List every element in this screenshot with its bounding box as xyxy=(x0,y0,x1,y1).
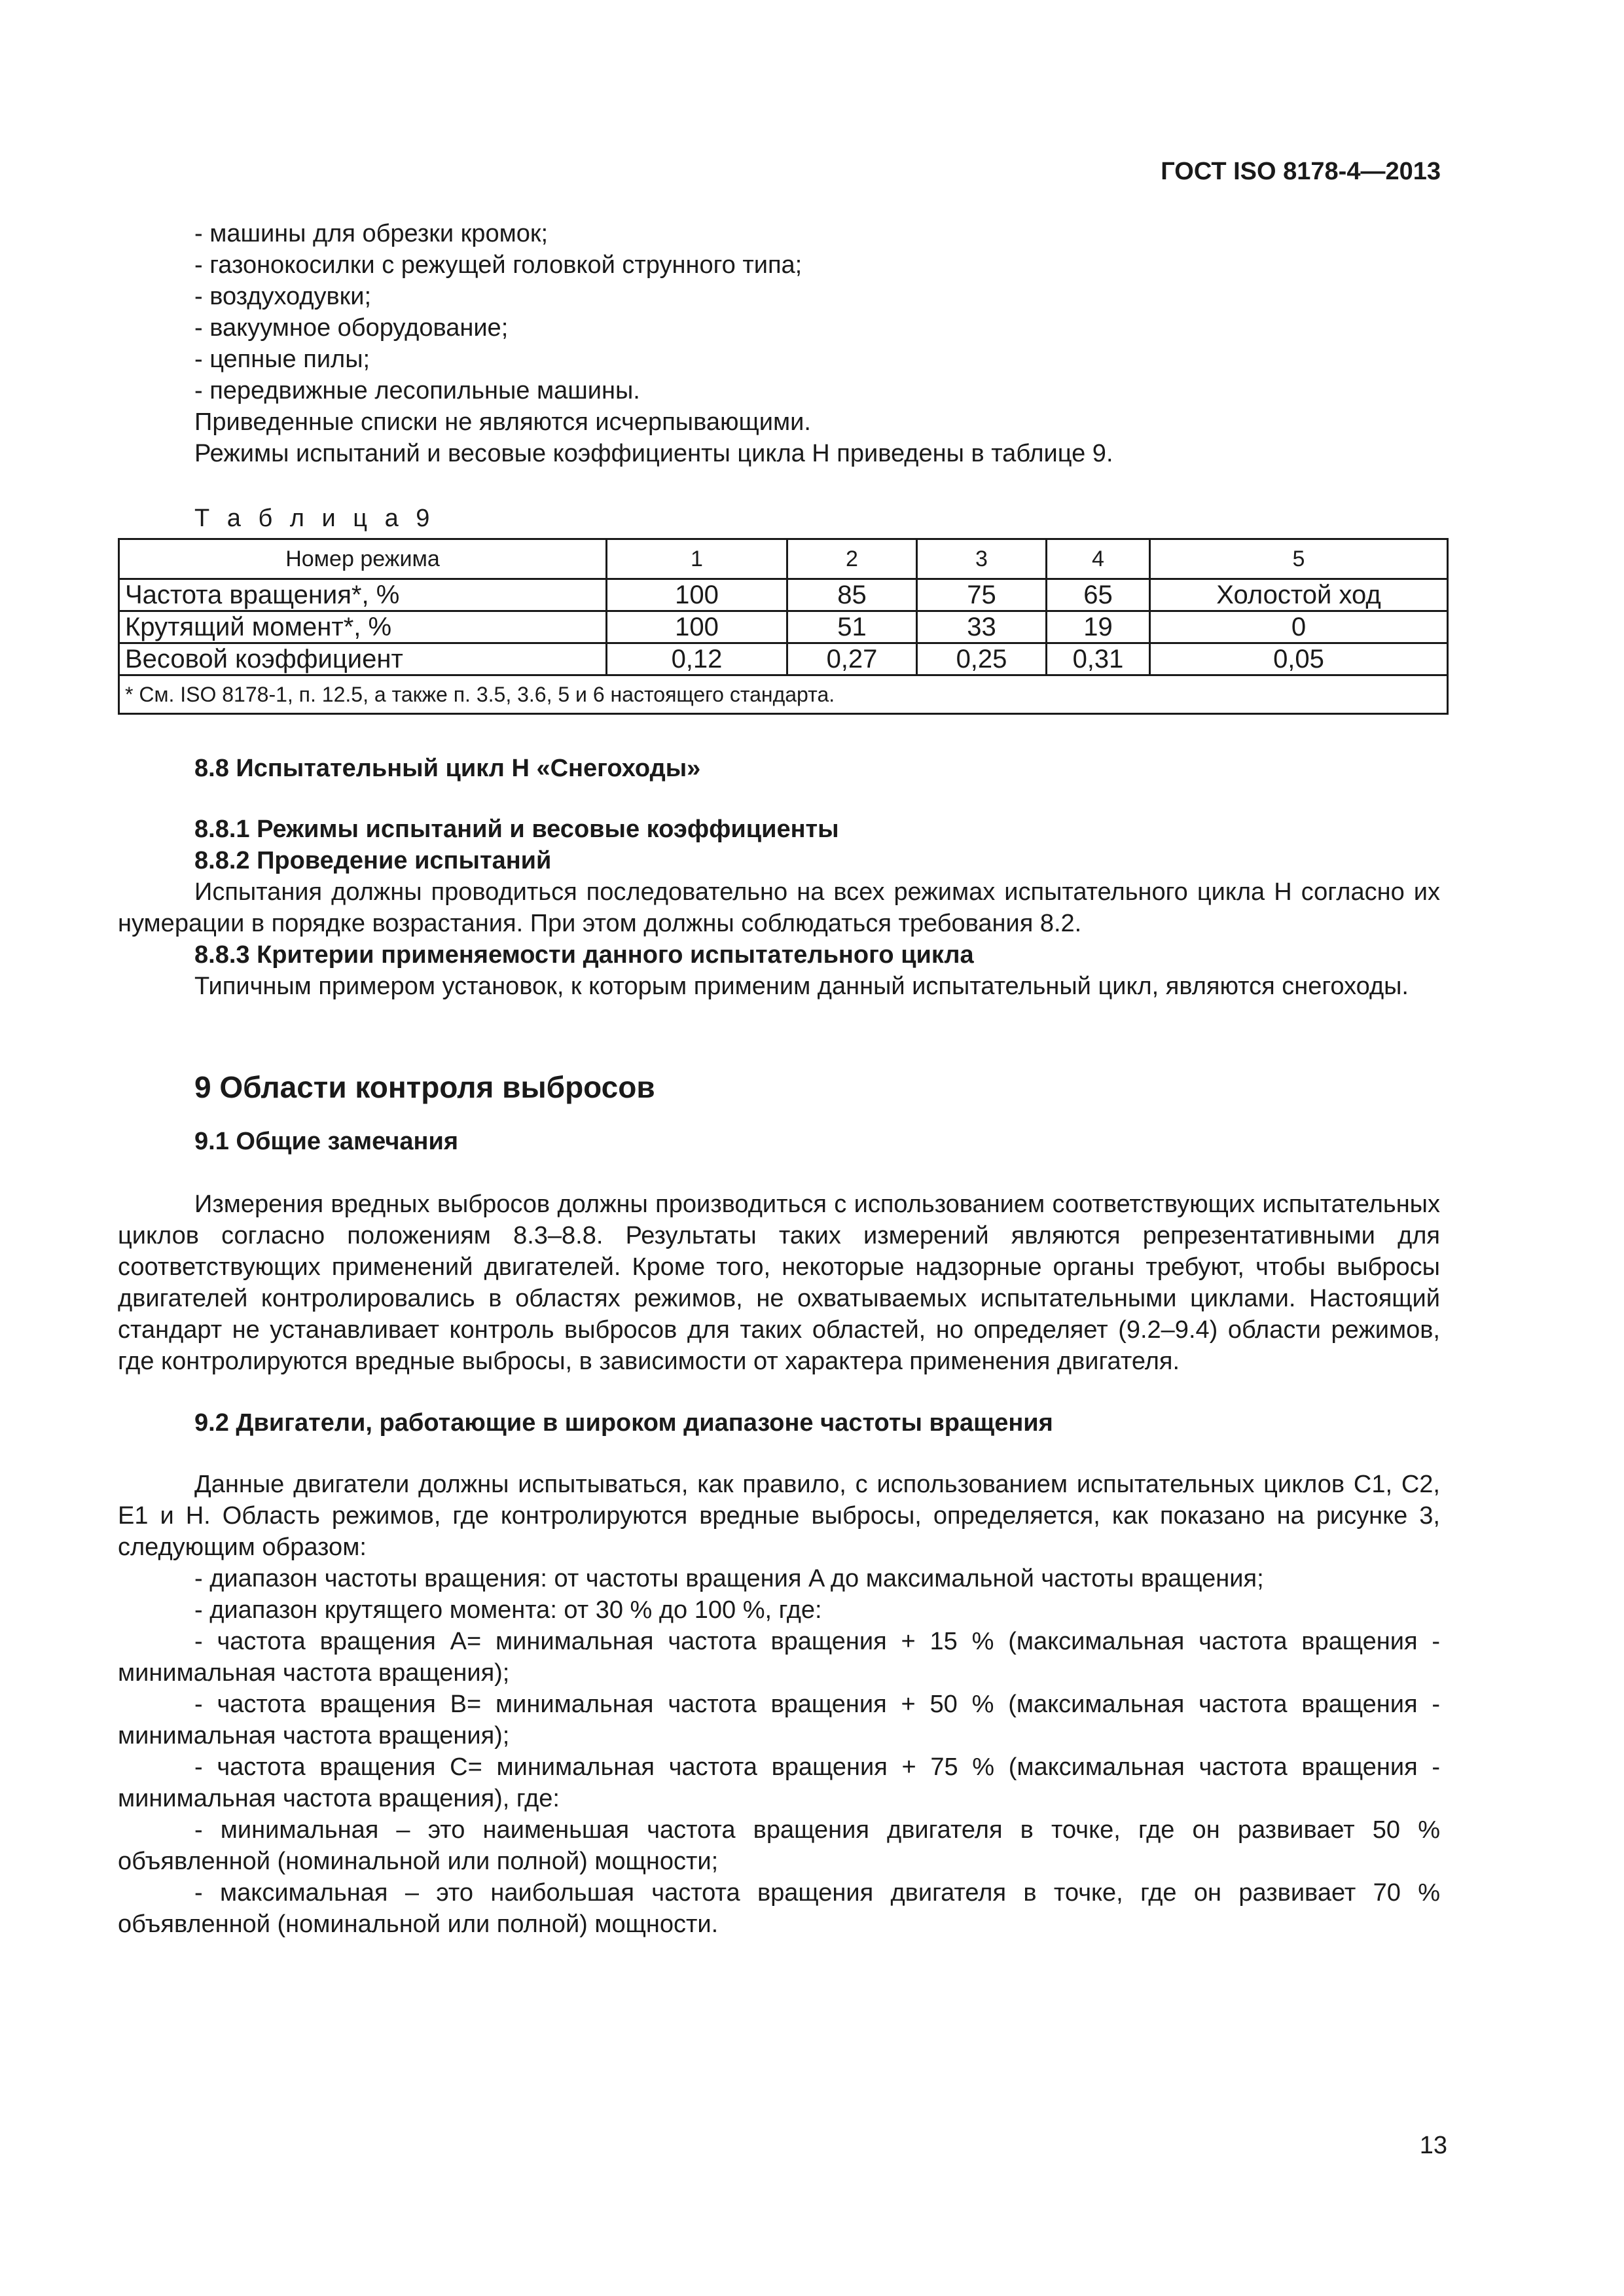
subsection-heading: 9.2 Двигатели, работающие в широком диапазоне частоты вращения xyxy=(194,1409,1053,1437)
table-cell: 65 xyxy=(1047,579,1150,611)
paragraph: Данные двигатели должны испытываться, как правило, с использованием испытательных циклов C1, C2, E1 и H. Область режимов, где контролируются вредные выбросы, определяется, как показано на рисунке 3, следующим образом: xyxy=(118,1471,1440,1561)
section-heading: 8.8 Испытательный цикл H «Снегоходы» xyxy=(194,755,701,782)
paragraph: Измерения вредных выбросов должны производиться с использованием соответствующих испытательных циклов согласно положениям 8.3–8.8. Результаты таких измерений являются репрезентативными для соответствующих применений двигателей. Кроме того, некоторые надзорные органы требуют, чтобы выбросы двигателей контролировались в областях режимов, не охватываемых испытательными циклами. Настоящий стандарт не устанавливает контроль выбросов для таких областей, но определяет (9.2–9.4) области режимов, где контролируются вредные выбросы, в зависимости от характера применения двигателя. xyxy=(118,1191,1440,1375)
header-cell: Номер режима xyxy=(119,539,607,579)
subsection-heading: 8.8.1 Режимы испытаний и весовые коэффициенты xyxy=(194,816,839,843)
table-cell: 51 xyxy=(787,611,917,643)
table-cell: 19 xyxy=(1047,611,1150,643)
table-cell: 100 xyxy=(607,611,787,643)
list-item: - передвижные лесопильные машины. xyxy=(194,377,640,404)
table-row xyxy=(119,643,1448,675)
list-item: - вакуумное оборудование; xyxy=(194,314,509,342)
intro-block xyxy=(118,218,1440,469)
table-cell: 75 xyxy=(917,579,1047,611)
table-cell: 33 xyxy=(917,611,1047,643)
header-cell: 2 xyxy=(787,539,917,579)
table-cell: 0,05 xyxy=(1150,643,1448,675)
list-item: - газонокосилки с режущей головкой струнного типа; xyxy=(194,251,803,279)
list-item: - частота вращения A= минимальная частота вращения + 15 % (максимальная частота вращения - минимальная частота вращения); xyxy=(118,1628,1440,1687)
paragraph: Типичным примером установок, к которым применим данный испытательный цикл, являются снегоходы. xyxy=(194,973,1409,1000)
page-number: 13 xyxy=(1419,2132,1447,2159)
header-cell: 1 xyxy=(607,539,787,579)
header-cell: 5 xyxy=(1150,539,1448,579)
subsection-heading: 8.8.3 Критерии применяемости данного испытательного цикла xyxy=(194,941,974,969)
standard-designation: ГОСТ ISO 8178-4—2013 xyxy=(1161,158,1441,185)
list-item: - цепные пилы; xyxy=(194,346,370,373)
table-cell: 0 xyxy=(1150,611,1448,643)
table-cell: 0,27 xyxy=(787,643,917,675)
table-cell: Холостой ход xyxy=(1150,579,1448,611)
table-cell: 0,31 xyxy=(1047,643,1150,675)
table-row xyxy=(119,579,1448,611)
list-item: - диапазон крутящего момента: от 30 % до 100 %, где: xyxy=(194,1596,822,1624)
row-label: Частота вращения*, % xyxy=(119,579,607,611)
subsection-heading: 8.8.2 Проведение испытаний xyxy=(194,847,552,874)
paragraph: Испытания должны проводиться последовательно на всех режимах испытательного цикла H согласно их нумерации в порядке возрастания. При этом должны соблюдаться требования 8.2. xyxy=(118,878,1440,937)
list-item: - машины для обрезки кромок; xyxy=(194,220,549,247)
row-label: Весовой коэффициент xyxy=(119,643,607,675)
list-item: - максимальная – это наибольшая частота вращения двигателя в точке, где он развивает 70 % объявленной (номинальной или полной) мощности. xyxy=(118,1879,1440,1938)
row-label: Крутящий момент*, % xyxy=(119,611,607,643)
table-cell: 0,25 xyxy=(917,643,1047,675)
list-note: Приведенные списки не являются исчерпывающими. xyxy=(194,408,811,436)
table-footnote: * См. ISO 8178-1, п. 12.5, а также п. 3.5, 3.6, 5 и 6 настоящего стандарта. xyxy=(119,675,1448,714)
table-caption: Т а б л и ц а 9 xyxy=(194,505,435,532)
table-footnote-row xyxy=(119,675,1448,714)
table-9 xyxy=(118,538,1449,715)
header-cell: 3 xyxy=(917,539,1047,579)
table-cell: 0,12 xyxy=(607,643,787,675)
list-item: - частота вращения B= минимальная частота вращения + 50 % (максимальная частота вращения - минимальная частота вращения); xyxy=(118,1691,1440,1749)
section-title: 9 Области контроля выбросов xyxy=(194,1070,655,1104)
table-cell: 100 xyxy=(607,579,787,611)
list-item: - воздуходувки; xyxy=(194,283,372,310)
table-row xyxy=(119,611,1448,643)
table-header-row xyxy=(119,539,1448,579)
list-item: - частота вращения C= минимальная частота вращения + 75 % (максимальная частота вращения - минимальная частота вращения), где: xyxy=(118,1753,1440,1812)
header-cell: 4 xyxy=(1047,539,1150,579)
table-reference: Режимы испытаний и весовые коэффициенты цикла H приведены в таблице 9. xyxy=(194,440,1113,467)
table-cell: 85 xyxy=(787,579,917,611)
list-item: - минимальная – это наименьшая частота вращения двигателя в точке, где он развивает 50 % объявленной (номинальной или полной) мощности; xyxy=(118,1816,1440,1875)
subsection-heading: 9.1 Общие замечания xyxy=(194,1128,459,1155)
list-item: - диапазон частоты вращения: от частоты вращения A до максимальной частоты вращения; xyxy=(194,1565,1264,1592)
section-9 xyxy=(118,1068,1440,1940)
section-8-8 xyxy=(118,753,1440,1002)
